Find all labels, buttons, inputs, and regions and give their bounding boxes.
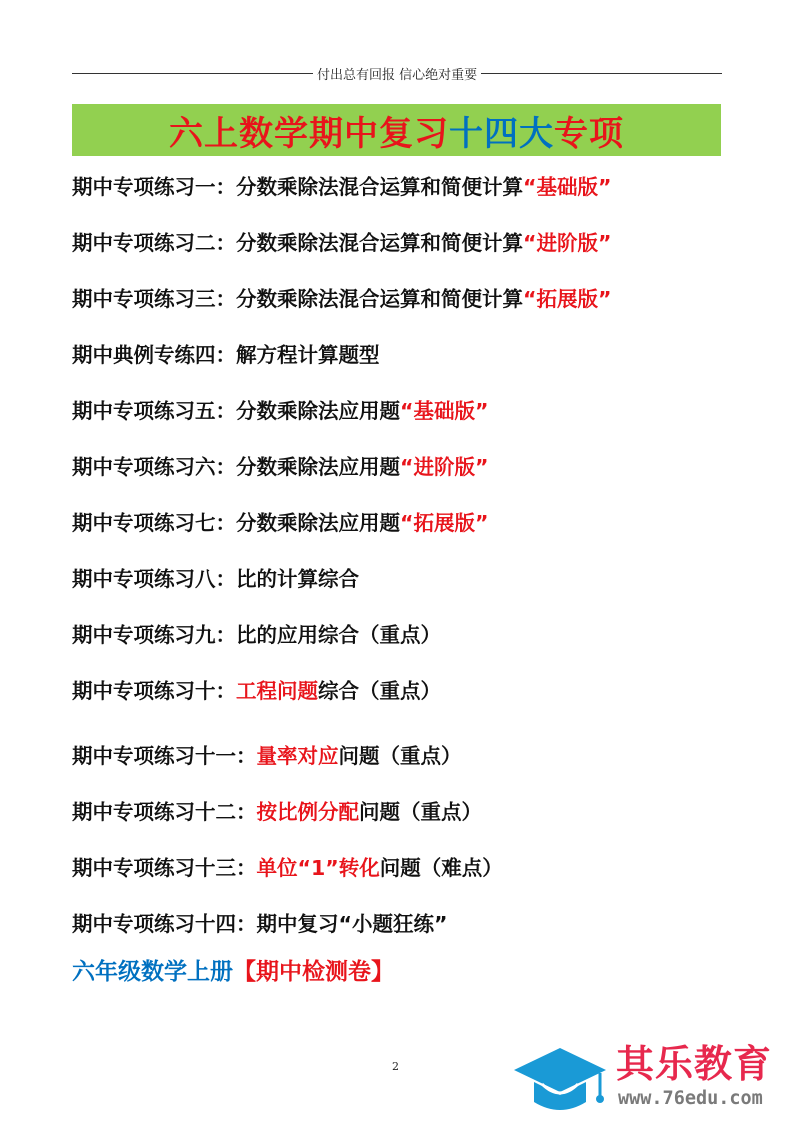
topic-prefix: 期中专项练习十三： bbox=[72, 856, 257, 880]
topic-item-2 bbox=[72, 228, 611, 258]
topic-prefix: 期中专项练习六：分数乘除法应用题 bbox=[72, 455, 400, 479]
topic-highlight: 单位“1”转化 bbox=[256, 856, 380, 880]
topic-prefix: 期中专项练习七：分数乘除法应用题 bbox=[72, 511, 400, 535]
topic-prefix: 期中专项练习一：分数乘除法混合运算和简便计算 bbox=[72, 175, 523, 199]
topic-highlight: “拓展版” bbox=[523, 287, 612, 311]
page-number: 2 bbox=[392, 1060, 399, 1073]
topic-suffix: 问题（重点） bbox=[338, 744, 462, 768]
exam-heading-red: 【期中检测卷】 bbox=[233, 959, 394, 985]
graduation-cap-icon bbox=[512, 1040, 612, 1116]
topic-item-11 bbox=[72, 741, 462, 771]
topic-highlight: 量率对应 bbox=[256, 744, 339, 768]
header-motto-line bbox=[72, 62, 722, 84]
topic-highlight: “基础版” bbox=[400, 399, 489, 423]
header-rule-right bbox=[481, 73, 722, 74]
topic-prefix: 期中专项练习五：分数乘除法应用题 bbox=[72, 399, 400, 423]
topic-item-6 bbox=[72, 452, 488, 482]
topic-highlight: “拓展版” bbox=[400, 511, 489, 535]
exam-paper-heading bbox=[72, 955, 394, 989]
topic-item-3 bbox=[72, 284, 611, 314]
brand-name: 其乐教育 bbox=[616, 1042, 773, 1086]
title-part-red-2: 专项 bbox=[554, 113, 624, 154]
topic-prefix: 期中专项练习十一： bbox=[72, 744, 257, 768]
topic-prefix: 期中专项练习九：比的应用综合（重点） bbox=[72, 623, 441, 647]
title-banner bbox=[72, 104, 721, 156]
title-text bbox=[169, 106, 624, 155]
topic-highlight: 按比例分配 bbox=[256, 800, 359, 824]
topic-suffix: 综合（重点） bbox=[318, 679, 441, 703]
topic-item-8 bbox=[72, 564, 359, 594]
topic-item-7 bbox=[72, 508, 488, 538]
topic-suffix: 问题（重点） bbox=[359, 800, 482, 824]
title-part-red-1: 六上数学期中复习 bbox=[169, 113, 449, 154]
topic-prefix: 期中专项练习十二： bbox=[72, 800, 257, 824]
topic-highlight: “进阶版” bbox=[400, 455, 489, 479]
brand-url: www.76edu.com bbox=[618, 1088, 763, 1109]
topic-prefix: 期中专项练习十四：期中复习“小题狂练” bbox=[72, 912, 448, 936]
topic-item-13 bbox=[72, 853, 503, 883]
topic-prefix: 期中典例专练四：解方程计算题型 bbox=[72, 343, 380, 367]
brand-logo bbox=[512, 1040, 787, 1116]
topic-prefix: 期中专项练习二：分数乘除法混合运算和简便计算 bbox=[72, 231, 523, 255]
topic-highlight: “进阶版” bbox=[523, 231, 612, 255]
header-rule-left bbox=[72, 73, 313, 74]
topic-item-14 bbox=[72, 909, 447, 939]
title-part-blue: 十四大 bbox=[449, 113, 554, 154]
topic-suffix: 问题（难点） bbox=[379, 856, 503, 880]
topic-item-12 bbox=[72, 797, 482, 827]
topic-item-5 bbox=[72, 396, 488, 426]
topic-item-10 bbox=[72, 676, 441, 706]
topic-item-4 bbox=[72, 340, 380, 370]
topic-prefix: 期中专项练习十： bbox=[72, 679, 236, 703]
topic-highlight: 工程问题 bbox=[236, 679, 318, 703]
topic-highlight: “基础版” bbox=[523, 175, 612, 199]
topic-item-9 bbox=[72, 620, 441, 650]
topic-prefix: 期中专项练习八：比的计算综合 bbox=[72, 567, 359, 591]
exam-heading-blue: 六年级数学上册 bbox=[72, 959, 233, 985]
topic-item-1 bbox=[72, 172, 611, 202]
header-motto: 付出总有回报 信心绝对重要 bbox=[316, 67, 478, 83]
topic-prefix: 期中专项练习三：分数乘除法混合运算和简便计算 bbox=[72, 287, 523, 311]
